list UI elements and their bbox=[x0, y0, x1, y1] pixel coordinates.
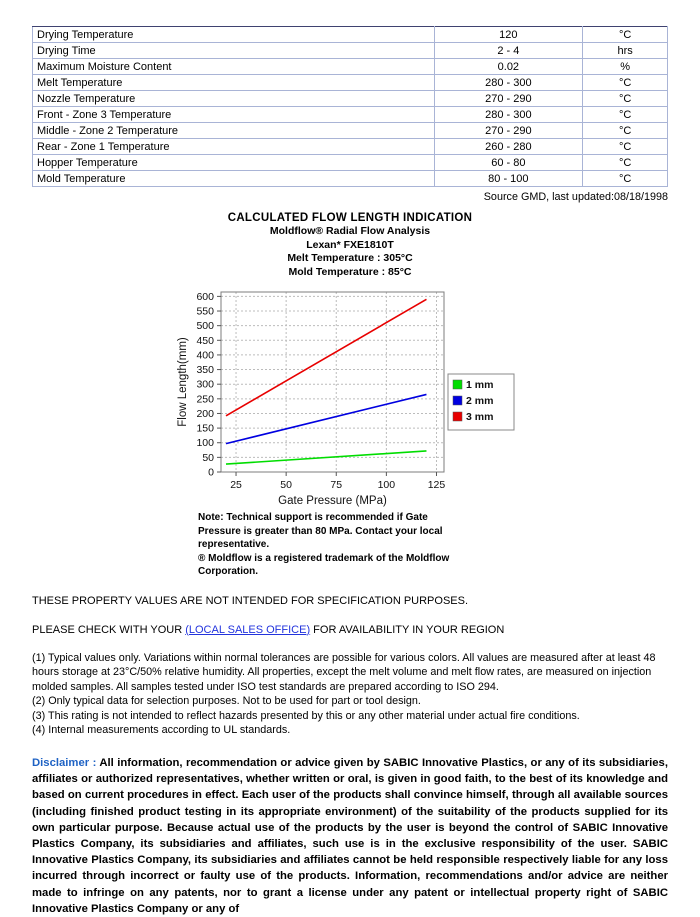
chart-subtitle-1: Moldflow® Radial Flow Analysis bbox=[269, 225, 431, 237]
x-tick-label: 50 bbox=[280, 479, 292, 491]
chart-note-line: Note: Technical support is recommended if Gate bbox=[198, 512, 428, 523]
property-value: 270 - 290 bbox=[434, 91, 583, 107]
x-tick-label: 75 bbox=[330, 479, 343, 491]
property-value: 260 - 280 bbox=[434, 139, 583, 155]
table-row bbox=[33, 155, 668, 171]
property-name: Maximum Moisture Content bbox=[33, 59, 435, 75]
property-value: 2 - 4 bbox=[434, 43, 583, 59]
spec-statement: THESE PROPERTY VALUES ARE NOT INTENDED FOR SPECIFICATION PURPOSES. bbox=[32, 594, 469, 607]
x-axis-label: Gate Pressure (MPa) bbox=[278, 495, 387, 507]
chart-note bbox=[198, 511, 503, 579]
property-value: 80 - 100 bbox=[434, 171, 583, 187]
property-unit: °C bbox=[583, 27, 668, 43]
footnote-3: (3) This rating is not intended to reflect hazards presented by this or any other material under actual fire conditions. bbox=[32, 709, 580, 722]
legend-swatch-1mm bbox=[453, 380, 462, 389]
property-unit: °C bbox=[583, 139, 668, 155]
legend-swatch-3mm bbox=[453, 412, 462, 421]
flow-chart-block bbox=[174, 211, 526, 579]
y-tick-label: 100 bbox=[196, 437, 214, 450]
plot-border bbox=[221, 292, 444, 472]
y-tick-label: 150 bbox=[196, 422, 214, 435]
property-unit: °C bbox=[583, 155, 668, 171]
property-unit: °C bbox=[583, 171, 668, 187]
y-tick-label: 450 bbox=[196, 334, 214, 347]
series-line-2mm bbox=[226, 394, 426, 443]
chart-note-line: Corporation. bbox=[198, 566, 258, 577]
y-tick-label: 500 bbox=[196, 320, 214, 333]
y-tick-label: 200 bbox=[196, 407, 214, 420]
source-note: Source GMD, last updated:08/18/1998 bbox=[483, 191, 668, 203]
disclaimer-paragraph bbox=[32, 755, 668, 917]
footnote-1: (1) Typical values only. Variations within normal tolerances are possible for various colors. All values are measured after at least 48 hours storage at 23°C/50% relative humidity. All properties, except the melt volume and melt flow rates, are measured on injection molded samples. All samples tested under ISO test standards are prepared according to ISO 294. bbox=[32, 651, 656, 693]
chart-title: CALCULATED FLOW LENGTH INDICATION bbox=[227, 212, 473, 224]
property-unit: °C bbox=[583, 123, 668, 139]
y-tick-label: 350 bbox=[196, 364, 214, 377]
properties-table-body bbox=[33, 27, 668, 187]
property-name: Rear - Zone 1 Temperature bbox=[33, 139, 435, 155]
property-name: Drying Time bbox=[33, 43, 435, 59]
availability-suffix: FOR AVAILABILITY IN YOUR REGION bbox=[310, 623, 505, 636]
disclaimer-label: Disclaimer : bbox=[32, 757, 97, 770]
footnote-2: (2) Only typical data for selection purposes. Not to be used for part or tool design. bbox=[32, 695, 421, 708]
property-name: Mold Temperature bbox=[33, 171, 435, 187]
chart-note-line: representative. bbox=[198, 539, 270, 550]
table-row bbox=[33, 59, 668, 75]
property-unit: °C bbox=[583, 107, 668, 123]
y-tick-label: 0 bbox=[208, 466, 214, 479]
table-row bbox=[33, 75, 668, 91]
property-unit: hrs bbox=[583, 43, 668, 59]
property-value: 120 bbox=[434, 27, 583, 43]
property-value: 270 - 290 bbox=[434, 123, 583, 139]
y-tick-label: 600 bbox=[196, 290, 214, 303]
local-sales-office-link[interactable]: (LOCAL SALES OFFICE) bbox=[185, 623, 311, 636]
table-row bbox=[33, 43, 668, 59]
processing-properties-table bbox=[32, 26, 668, 187]
legend-label: 3 mm bbox=[466, 411, 494, 423]
x-tick-label: 25 bbox=[230, 479, 242, 491]
table-row bbox=[33, 139, 668, 155]
y-tick-label: 400 bbox=[196, 349, 214, 362]
y-tick-label: 50 bbox=[202, 451, 214, 464]
table-row bbox=[33, 107, 668, 123]
availability-statement bbox=[32, 624, 668, 636]
property-name: Nozzle Temperature bbox=[33, 91, 435, 107]
property-name: Hopper Temperature bbox=[33, 155, 435, 171]
property-value: 0.02 bbox=[434, 59, 583, 75]
chart-subtitle-4: Mold Temperature : 85°C bbox=[288, 265, 412, 278]
chart-note-line: Pressure is greater than 80 MPa. Contact your local bbox=[198, 525, 443, 537]
property-unit: % bbox=[583, 59, 668, 75]
legend-label: 2 mm bbox=[466, 395, 494, 407]
legend-label: 1 mm bbox=[466, 379, 494, 391]
chart-subtitles bbox=[174, 225, 526, 279]
x-tick-label: 125 bbox=[427, 479, 446, 491]
y-tick-label: 250 bbox=[196, 393, 214, 406]
flow-length-chart bbox=[174, 282, 526, 508]
property-name: Melt Temperature bbox=[33, 75, 435, 91]
table-row bbox=[33, 91, 668, 107]
property-value: 60 - 80 bbox=[434, 155, 583, 171]
property-unit: °C bbox=[583, 91, 668, 107]
y-tick-label: 550 bbox=[196, 305, 214, 318]
chart-subtitle-3: Melt Temperature : 305°C bbox=[287, 252, 413, 264]
property-name: Front - Zone 3 Temperature bbox=[33, 107, 435, 123]
property-unit: °C bbox=[583, 75, 668, 91]
x-tick-label: 100 bbox=[377, 479, 396, 491]
chart-note-line: ® Moldflow is a registered trademark of the Moldflow bbox=[198, 552, 450, 564]
property-name: Middle - Zone 2 Temperature bbox=[33, 123, 435, 139]
table-row bbox=[33, 123, 668, 139]
y-axis-label: Flow Length(mm) bbox=[177, 337, 189, 427]
property-value: 280 - 300 bbox=[434, 75, 583, 91]
availability-prefix: PLEASE CHECK WITH YOUR bbox=[32, 623, 186, 636]
property-name: Drying Temperature bbox=[33, 27, 435, 43]
legend-swatch-2mm bbox=[453, 396, 462, 405]
disclaimer-text: All information, recommendation or advice given by SABIC Innovative Plastics, or any of its subsidiaries, affiliates or authorized representatives, whether written or oral, is given in good faith, to the best of its knowledge and based on current procedures in effect. Each user of the products shall convince himself, through all available sources (including finished product testing in its appropriate environment) of the suitability of the products supplied for its own particular purpose. Because actual use of the products by the user is beyond the control of SABIC Innovative Plastics Company, its subsidiaries and affiliates, such use is in the exclusive responsibility of the user. SABIC Innovative Plastics Company, its subsidiaries and affiliates cannot be held responsible respectively liable for any loss incurred through incorrect or faulty use of the products. Information, recommendations and/or advice are neither made to infringe on any patents, nor to grant a license under any patent or intellectual property right of SABIC Innovative Plastics Company or any of bbox=[32, 757, 668, 915]
table-row bbox=[33, 27, 668, 43]
chart-subtitle-2: Lexan* FXE1810T bbox=[306, 238, 394, 251]
footnote-4: (4) Internal measurements according to UL standards. bbox=[32, 724, 291, 737]
footnotes bbox=[32, 651, 668, 739]
table-row bbox=[33, 171, 668, 187]
property-value: 280 - 300 bbox=[434, 107, 583, 123]
y-tick-label: 300 bbox=[196, 378, 214, 391]
series-line-1mm bbox=[226, 451, 426, 464]
